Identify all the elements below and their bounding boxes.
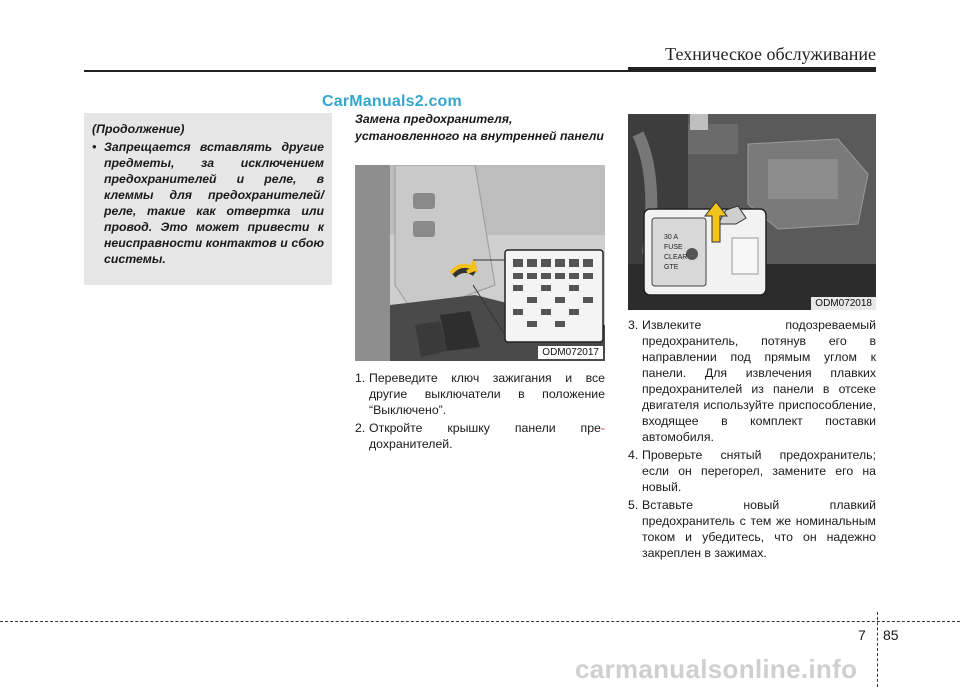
step-item	[628, 497, 876, 561]
watermark-top[interactable]: CarManuals2.com	[322, 93, 462, 110]
figure-engine-fuse-removal	[628, 114, 876, 310]
fuse-label-line: 30 A	[664, 234, 679, 241]
note-item	[92, 139, 324, 267]
watermark-bottom[interactable]: carmanualsonline.info	[575, 654, 858, 684]
step-text: Вставьте новый плавкий предохранитель с тем же номинальным током и убедитесь, что он надежно закреплен в зажимах.	[642, 498, 876, 560]
fuse-label-line: GTE	[664, 264, 679, 271]
fuse-label-line: FUSE	[664, 244, 683, 251]
figure-interior-fuse-panel	[355, 165, 605, 361]
step-item	[355, 370, 605, 418]
step-text-part: дохранителей.	[369, 437, 453, 451]
hyphen-mark: -	[600, 421, 605, 435]
step-number: 3.	[628, 318, 639, 332]
figure-caption: ODM072018	[811, 297, 876, 310]
step-number: 1.	[355, 371, 366, 385]
fuse-label-line: CLEAR	[664, 254, 688, 261]
step-number: 2.	[355, 421, 366, 435]
step-text-part: Откройте крышку панели пре	[369, 421, 601, 435]
step-text	[369, 420, 605, 452]
step-item	[355, 420, 605, 452]
page-number: 85	[883, 627, 899, 643]
step-text: Переведите ключ зажигания и все другие выключатели в положение “Выключено”.	[369, 371, 605, 417]
step-item	[628, 447, 876, 495]
bullet-icon: •	[92, 140, 97, 154]
steps-list-column-3	[628, 317, 876, 563]
header-rule-accent	[628, 67, 876, 72]
step-item	[628, 317, 876, 445]
step-number: 5.	[628, 498, 639, 512]
step-number: 4.	[628, 448, 639, 462]
footer-divider	[877, 612, 878, 687]
interior-panel-illustration	[355, 165, 605, 361]
footer-rule	[0, 621, 960, 622]
note-text: Запрещается вставлять другие предметы, за исключением предохранителей и реле, в клеммы для предохранителей/реле, такие как отвертка или провод. Это может привести к неисправности контактов и сбою системы.	[104, 140, 324, 266]
caution-note-box	[84, 113, 332, 285]
page-header-title: Техническое обслуживание	[665, 44, 876, 64]
engine-compartment-illustration	[628, 114, 876, 310]
chapter-number: 7	[858, 627, 866, 643]
step-text: Проверьте снятый предохранитель; если он перегорел, замените его на новый.	[642, 448, 876, 494]
step-text: Извлеките подозреваемый предохранитель, потянув его в направлении под прямым углом к панели. Для извлечения плавких предохранителей из панели в отсеке двигателя используйте приспособление, входящее в комплект поставки автомобиля.	[642, 318, 876, 444]
section-heading: Замена предохранителя, установленного на внутренней панели	[355, 112, 604, 143]
figure-caption: ODM072017	[538, 346, 603, 359]
steps-list-column-2	[355, 370, 605, 454]
note-heading: (Продолжение)	[92, 122, 185, 136]
